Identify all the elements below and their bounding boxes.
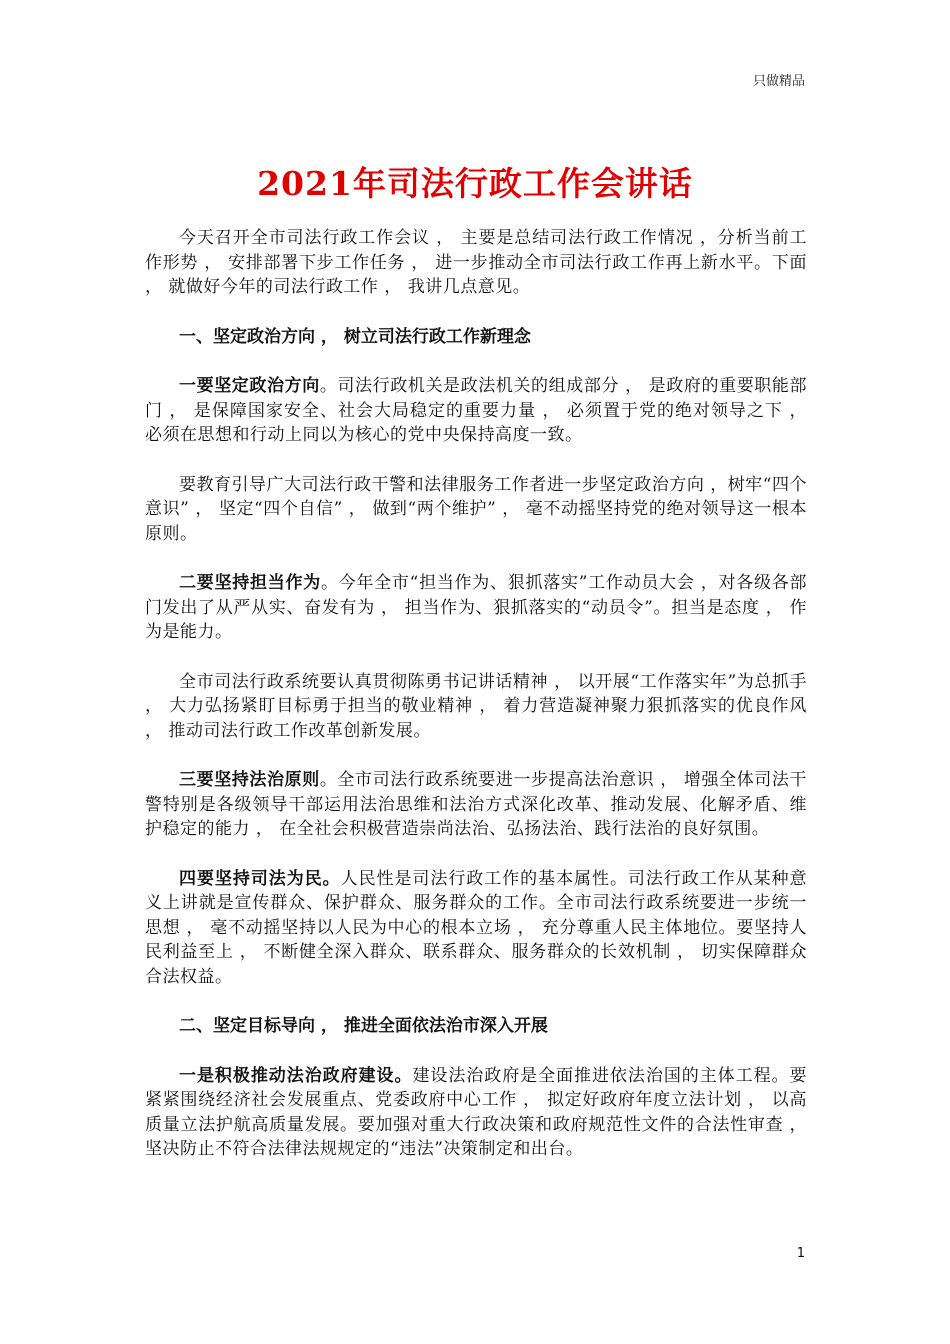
paragraph-lead: 四要坚持司法为民。 (179, 868, 341, 889)
section-heading-2: 二、坚定目标导向 ， 推进全面依法治市深入开展 (179, 1016, 548, 1036)
paragraph-lead: 二要坚持担当作为 (179, 573, 321, 593)
paragraph-text: 。今年全市“担当作为、狠抓落实”工作动员大会 ，对各级各部门发出了从严从实、奋发有为 ， 担当作为、狠抓落实的“动员令”。担当是态度 ， 作为是能力。 (145, 573, 807, 642)
paragraph: 全市司法行政系统要认真贯彻陈勇书记讲话精神 ， 以开展“工作落实年”为总抓手 ， 大力弘扬紧盯目标勇于担当的敬业精神 ， 着力营造凝神聚力狠抓落实的优良作风 ， 推动司法行政工作改革创新发展。 (145, 671, 807, 741)
paragraph-lead: 三要坚持法治原则 (179, 770, 320, 790)
paragraph-text: 。全市司法行政系统要进一步提高法治意识 ， 增强全体司法干警特别是各级领导干部运用法治思维和法治方式深化改革、推动发展、化解矛盾、维护稳定的能力 ， 在全社会积极营造崇尚法治、弘扬法治、践行法治的良好氛围。 (145, 770, 808, 839)
paragraph-intro: 今天召开全市司法行政工作会议 ， 主要是总结司法行政工作情况 ，分析当前工作形势 ， 安排部署下步工作任务 ， 进一步推动全市司法行政工作再上新水平。下面 ， 就做好今年的司法行政工作 ， 我讲几点意见。 (145, 228, 807, 297)
paragraph (145, 768, 807, 842)
paragraph (145, 374, 807, 448)
document-body (145, 226, 807, 1187)
paragraph (145, 571, 807, 645)
paragraph-lead: 一是积极推动法治政府建设。 (179, 1065, 413, 1086)
paragraph-text: 建设法治政府是全面推进依法治国的主体工程。要紧紧围绕经济社会发展重点、党委政府中心工作 ， 拟定好政府年度立法计划 ， 以高质量立法护航高质量发展。要加强对重大行政决策和政府规范性文件的合法性审查 ， 坚决防止不符合法律法规规定的“违法”决策制定和出台。 (145, 1065, 808, 1159)
paragraph-text: 人民性是司法行政工作的基本属性。司法行政工作从某种意义上讲就是宣传群众、保护群众、服务群众的工作。全市司法行政系统要进一步统一思想 ， 毫不动摇坚持以人民为中心的根本立场 ， 充分尊重人民主体地位。要坚持人民利益至上 ， 不断健全深入群众、联系群众、服务群众的长效机制 ， 切实保障群众合法权益。 (145, 868, 808, 987)
section-heading-1: 一、坚定政治方向 ， 树立司法行政工作新理念 (179, 326, 531, 347)
paragraph (145, 867, 807, 990)
document-title: 2021年司法行政工作会讲话 (257, 164, 693, 203)
paragraph-lead: 一要坚定政治方向 (179, 376, 320, 396)
page-header: 只做精品 (752, 74, 805, 89)
paragraph-text: 。司法行政机关是政法机关的组成部分 ， 是政府的重要职能部门 ， 是保障国家安全、社会大局稳定的重要力量 ， 必须置于党的绝对领导之下 ， 必须在思想和行动上同以为核心的党中央保持高度一致。 (145, 376, 808, 445)
paragraph (145, 1064, 807, 1162)
paragraph: 要教育引导广大司法行政干警和法律服务工作者进一步坚定政治方向 ，树牢“四个意识” ， 坚定“四个自信” ， 做到“两个维护” ， 毫不动摇坚持党的绝对领导这一根本原则。 (145, 474, 807, 544)
page-number: 1 (796, 1246, 805, 1261)
